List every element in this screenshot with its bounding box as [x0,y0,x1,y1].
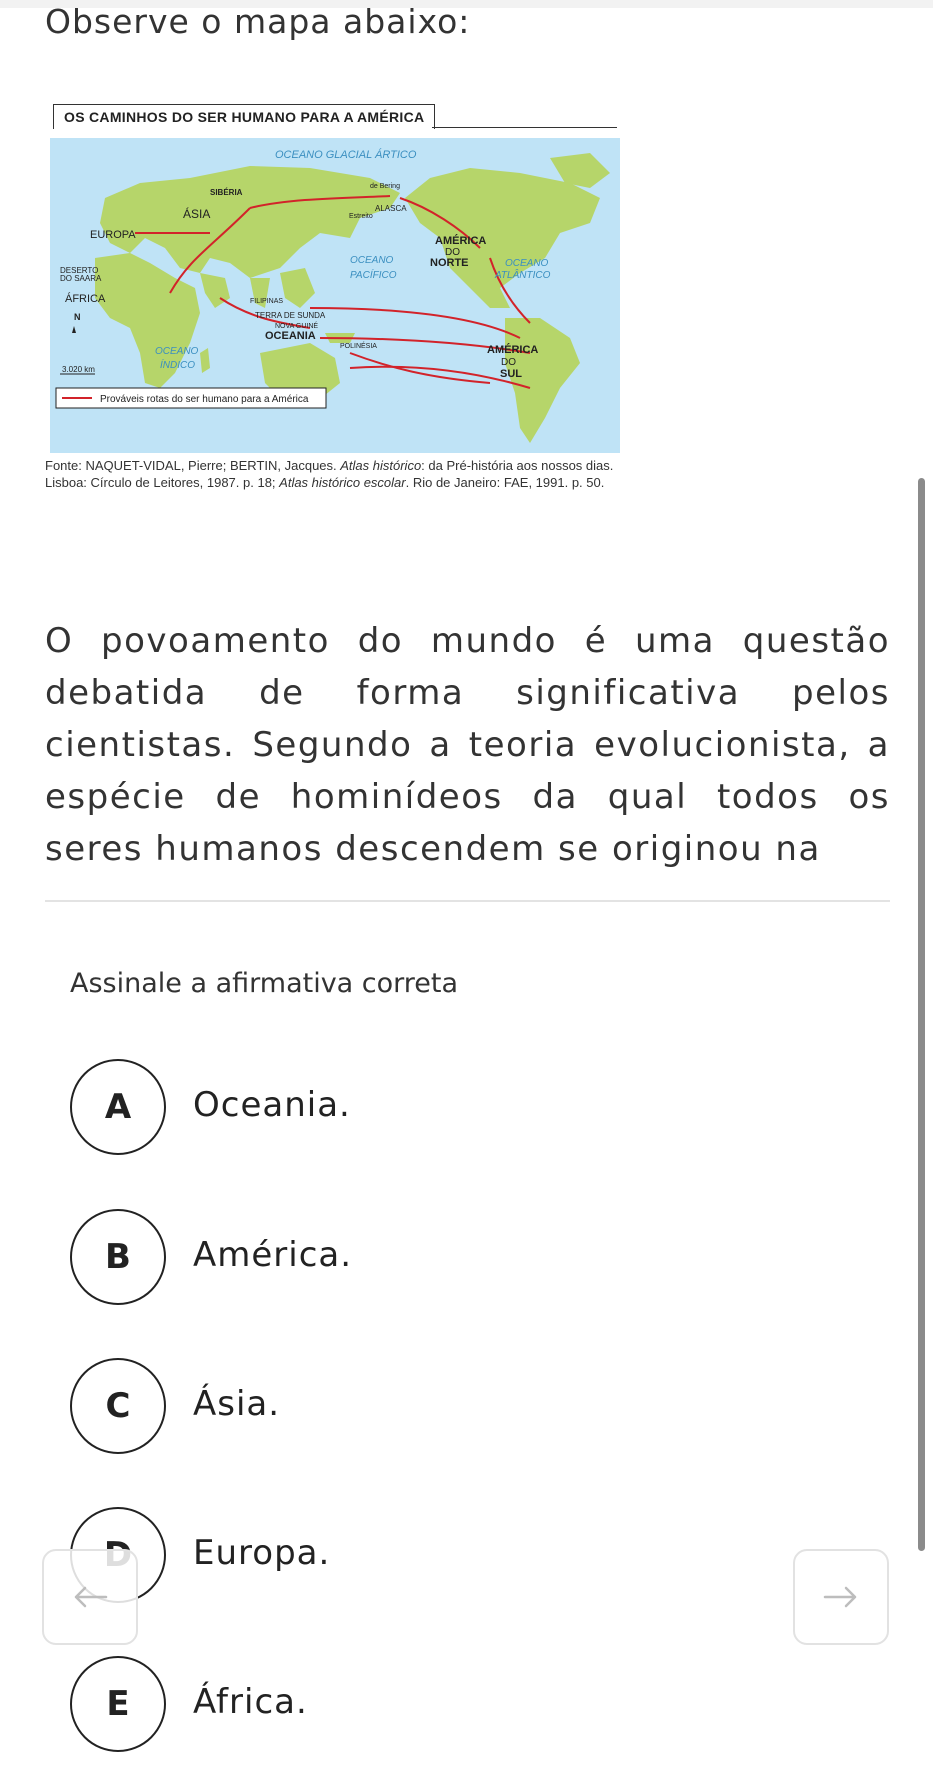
map-caption [45,457,645,491]
answer-prompt: Assinale a afirmativa correta [70,968,459,999]
world-map [50,138,620,453]
option-c[interactable] [70,1358,770,1458]
legend-text: Prováveis rotas do ser humano para a América [100,394,309,405]
arrow-right-icon [823,1585,859,1609]
label-alasca: ALASCA [375,204,407,213]
option-text[interactable]: América. [193,1235,353,1275]
label-africa: ÁFRICA [65,293,106,305]
label-filipinas: FILIPINAS [250,298,284,305]
next-button[interactable] [793,1549,889,1645]
label-indico-2: ÍNDICO [160,360,195,371]
option-a[interactable] [70,1059,770,1159]
label-guine: NOVA GUINÉ [275,323,319,330]
label-bering-2: de Bering [370,183,400,190]
intro-text: Observe o mapa abaixo: [45,2,471,41]
caption-line-1: Fonte: NAQUET-VIDAL, Pierre; BERTIN, Jacques. Atlas histórico: da Pré-história aos nossos dias. [45,458,614,473]
option-text[interactable]: Europa. [193,1533,331,1573]
label-asia: ÁSIA [183,207,211,221]
label-europa: EUROPA [90,229,136,241]
label-am-sul-3: SUL [500,368,522,380]
label-indico-1: OCEANO [155,346,199,357]
label-am-norte-2: DO [445,247,460,258]
option-text[interactable]: Ásia. [193,1384,281,1424]
label-bering-1: Estreito [349,213,373,220]
label-pacifico-2: PACÍFICO [350,270,397,281]
label-am-sul-1: AMÉRICA [487,344,539,356]
option-e[interactable] [70,1656,770,1756]
label-pacifico-1: OCEANO [350,255,394,266]
map-figure [50,100,620,460]
label-deserto-1: DESERTO [60,266,99,275]
label-am-norte-1: AMÉRICA [435,235,487,247]
label-oceania: OCEANIA [265,330,316,342]
label-scale: 3.020 km [62,365,95,374]
map-title: OS CAMINHOS DO SER HUMANO PARA A AMÉRICA [53,104,435,129]
label-glacial: OCEANO GLACIAL ÁRTICO [275,149,417,161]
label-atlantico-2: ATLÂNTICO [495,270,551,281]
arrow-left-icon [72,1585,108,1609]
label-sunda: TERRA DE SUNDA [255,311,326,320]
label-polinesia: POLINÉSIA [340,343,377,350]
previous-button[interactable] [42,1549,138,1645]
option-d[interactable] [70,1507,770,1607]
divider [45,900,890,902]
label-am-sul-2: DO [501,357,516,368]
option-b[interactable] [70,1209,770,1309]
label-siberia: SIBÉRIA [210,188,243,197]
question-text: O povoamento do mundo é uma questão debatida de forma significativa pelos cientistas. Segundo a teoria evolucionista, a espécie de hominídeos da qual todos os seres humanos descendem se originou na [45,621,890,869]
label-deserto-2: DO SAARA [60,274,102,283]
option-letter[interactable]: A [70,1059,166,1155]
label-atlantico-1: OCEANO [505,258,549,269]
option-text[interactable]: Oceania. [193,1085,351,1125]
option-letter[interactable]: C [70,1358,166,1454]
map-title-rule [432,127,617,128]
label-north: N [74,312,81,322]
option-text[interactable]: África. [193,1682,308,1722]
option-letter[interactable]: E [70,1656,166,1752]
scrollbar[interactable] [918,478,925,1551]
label-am-norte-3: NORTE [430,257,469,269]
option-letter[interactable]: B [70,1209,166,1305]
caption-line-2: Lisboa: Círculo de Leitores, 1987. p. 18; Atlas histórico escolar. Rio de Janeiro: FAE, 1991. p. 50. [45,475,605,490]
